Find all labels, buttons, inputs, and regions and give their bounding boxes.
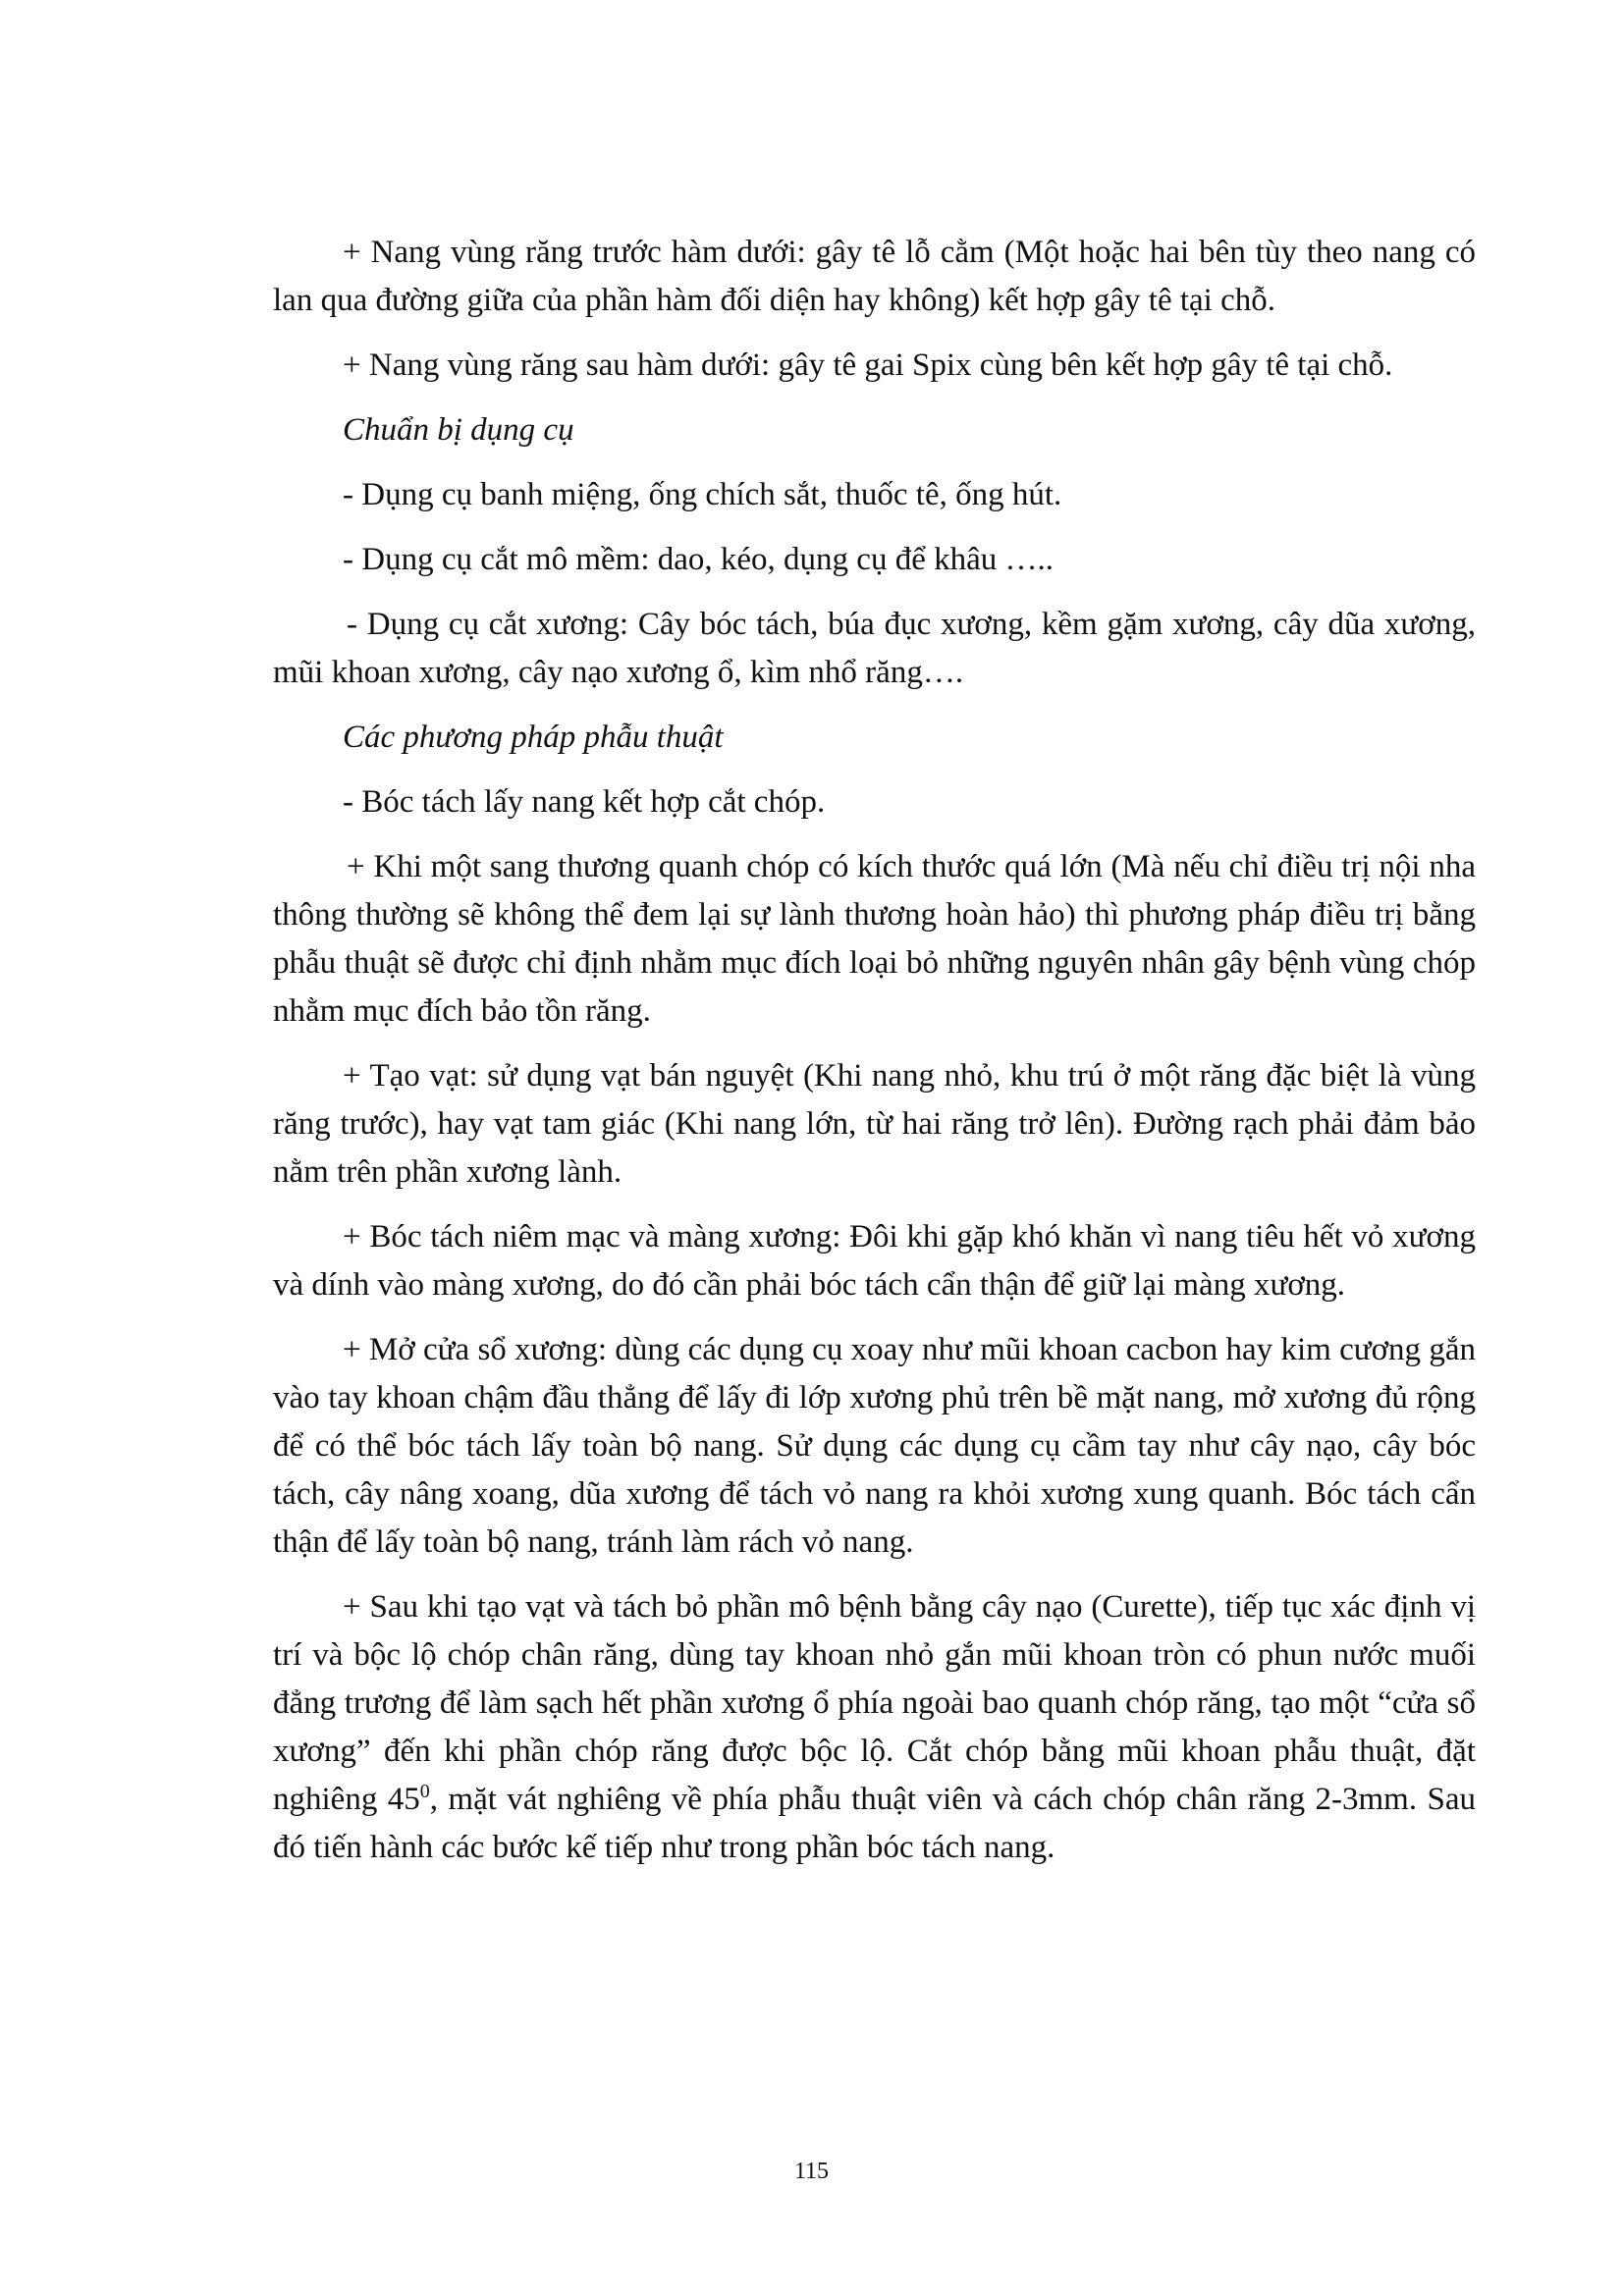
paragraph-apicoectomy-part-1: + Sau khi tạo vạt và tách bỏ phần mô bệnh bằng cây nạo (Curette), tiếp tục xác định vị trí và bộc lộ chóp chân răng, dùng tay khoan nhỏ gắn mũi khoan tròn có phun nước muối đẳng trương để làm sạch hết phần xương ổ phía ngoài bao quanh chóp răng, tạo một “cửa sổ xương” đến khi phần chóp răng được bộc lộ. Cắt chóp bằng mũi khoan phẫu thuật, đặt nghiêng 45 (273, 1589, 1476, 1817)
degree-superscript: 0 (419, 1781, 430, 1802)
paragraph-mucosa-dissection: + Bóc tách niêm mạc và màng xương: Đôi khi gặp khó khăn vì nang tiêu hết vỏ xương và dính vào màng xương, do đó cần phải bóc tách cẩn thận để giữ lại màng xương. (273, 1219, 1476, 1303)
paragraph-anesthesia-posterior: + Nang vùng răng sau hàm dưới: gây tê gai Spix cùng bên kết hợp gây tê tại chỗ. (343, 347, 1393, 383)
page-number: 115 (793, 2159, 830, 2184)
paragraph-bone-window: + Mở cửa sổ xương: dùng các dụng cụ xoay như mũi khoan cacbon hay kim cương gắn vào tay khoan chậm đầu thẳng để lấy đi lớp xương phủ trên bề mặt nang, mở xương đủ rộng để có thể bóc tách lấy toàn bộ nang. Sử dụng các dụng cụ cầm tay như cây nạo, cây bóc tách, cây nâng xoang, dũa xương để tách vỏ nang ra khỏi xương xung quanh. Bóc tách cẩn thận để lấy toàn bộ nang, tránh làm rách vỏ nang. (273, 1332, 1476, 1560)
list-item-cyst-removal: - Bóc tách lấy nang kết hợp cắt chóp. (343, 784, 826, 820)
list-item-mouth-instruments: - Dụng cụ banh miệng, ống chích sắt, thuốc tê, ống hút. (343, 477, 1062, 512)
paragraph-apicoectomy (273, 1583, 1476, 1872)
heading-surgical-methods: Các phương pháp phẫu thuật (343, 720, 724, 755)
heading-instrument-preparation: Chuẩn bị dụng cụ (343, 412, 574, 448)
paragraph-apicoectomy-part-2: , mặt vát nghiêng về phía phẫu thuật viên và cách chóp chân răng 2-3mm. Sau đó tiến hành các bước kế tiếp như trong phần bóc tách nang. (273, 1782, 1476, 1865)
paragraph-flap-creation: + Tạo vạt: sử dụng vạt bán nguyệt (Khi nang nhỏ, khu trú ở một răng đặc biệt là vùng răng trước), hay vạt tam giác (Khi nang lớn, từ hai răng trở lên). Đường rạch phải đảm bảo nằm trên phần xương lành. (273, 1058, 1476, 1190)
paragraph-large-lesion: + Khi một sang thương quanh chóp có kích thước quá lớn (Mà nếu chỉ điều trị nội nha thông thường sẽ không thể đem lại sự lành thương hoàn hảo) thì phương pháp điều trị bằng phẫu thuật sẽ được chỉ định nhằm mục đích loại bỏ những nguyên nhân gây bệnh vùng chóp nhằm mục đích bảo tồn răng. (273, 849, 1476, 1029)
list-item-soft-tissue-instruments: - Dụng cụ cắt mô mềm: dao, kéo, dụng cụ để khâu ….. (343, 542, 1054, 577)
paragraph-anesthesia-anterior: + Nang vùng răng trước hàm dưới: gây tê lỗ cằm (Một hoặc hai bên tùy theo nang có lan qua đường giữa của phần hàm đối diện hay không) kết hợp gây tê tại chỗ. (273, 235, 1476, 318)
list-item-bone-instruments: - Dụng cụ cắt xương: Cây bóc tách, búa đục xương, kềm gặm xương, cây dũa xương, mũi khoan xương, cây nạo xương ổ, kìm nhổ răng…. (273, 607, 1476, 690)
